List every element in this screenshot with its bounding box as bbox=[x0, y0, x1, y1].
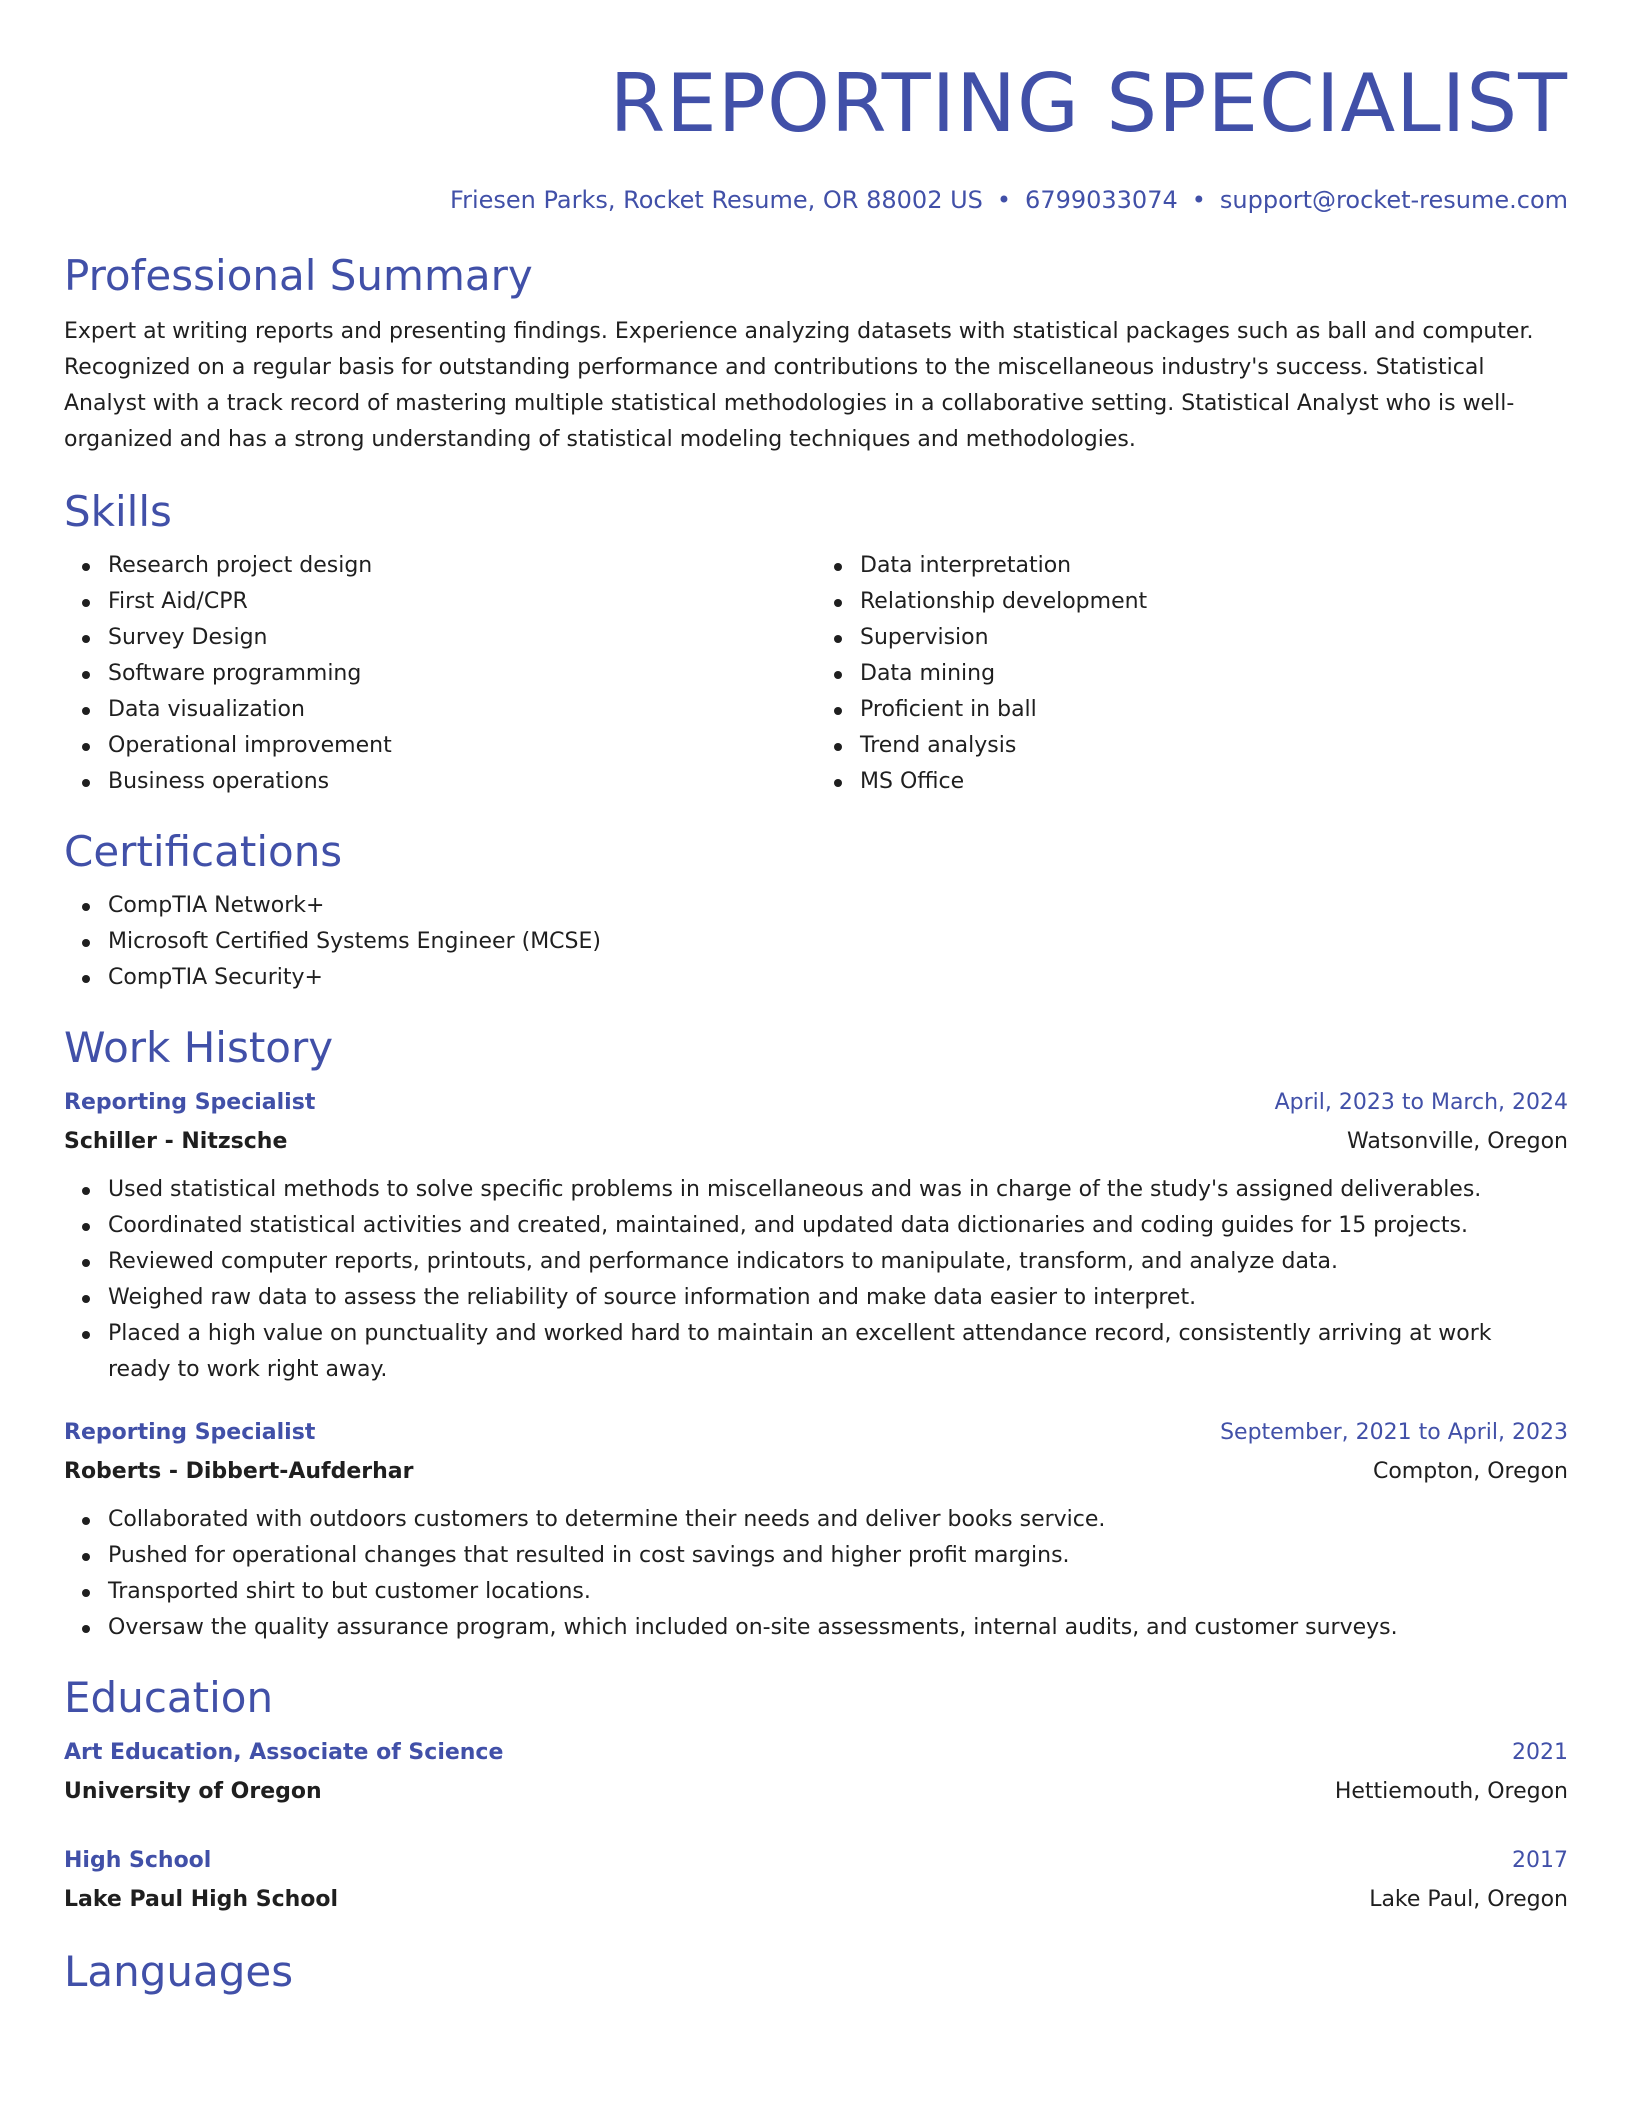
skill-item: MS Office bbox=[860, 764, 1568, 800]
education-school: University of Oregon bbox=[64, 1779, 322, 1804]
education-entry bbox=[64, 1842, 1568, 1920]
job-bullets bbox=[64, 1502, 1568, 1646]
job-dates: April, 2023 to March, 2024 bbox=[1274, 1090, 1568, 1115]
job-bullet: Weighed raw data to assess the reliability of source information and make data easier to interpret. bbox=[108, 1280, 1568, 1316]
job-bullet: Reviewed computer reports, printouts, and performance indicators to manipulate, transform, and analyze data. bbox=[108, 1244, 1568, 1280]
job-employer-row bbox=[64, 1452, 1568, 1492]
skill-item: Supervision bbox=[860, 620, 1568, 656]
job-bullet: Coordinated statistical activities and created, maintained, and updated data dictionaries and coding guides for 15 projects. bbox=[108, 1208, 1568, 1244]
languages-heading: Languages bbox=[64, 1947, 294, 1996]
skill-item: Proficient in ball bbox=[860, 692, 1568, 728]
job-bullet: Oversaw the quality assurance program, which included on-site assessments, internal audits, and customer surveys. bbox=[108, 1610, 1568, 1646]
job-entry bbox=[64, 1414, 1568, 1646]
certification-item: Microsoft Certified Systems Engineer (MCSE) bbox=[108, 924, 1568, 960]
job-employer: Roberts - Dibbert-Aufderhar bbox=[64, 1459, 414, 1484]
skills-right-column bbox=[816, 548, 1568, 800]
skill-item: First Aid/CPR bbox=[108, 584, 816, 620]
job-employer: Schiller - Nitzsche bbox=[64, 1129, 288, 1154]
education-location: Lake Paul, Oregon bbox=[1369, 1887, 1568, 1912]
certification-item: CompTIA Security+ bbox=[108, 960, 1568, 996]
skill-item: Data interpretation bbox=[860, 548, 1568, 584]
certification-item: CompTIA Network+ bbox=[108, 888, 1568, 924]
job-location: Compton, Oregon bbox=[1372, 1459, 1568, 1484]
skill-item: Business operations bbox=[108, 764, 816, 800]
education-degree: High School bbox=[64, 1848, 212, 1873]
summary-heading: Professional Summary bbox=[64, 251, 533, 300]
education-school-row bbox=[64, 1880, 1568, 1920]
job-bullet: Used statistical methods to solve specific problems in miscellaneous and was in charge of the study's assigned deliverables. bbox=[108, 1172, 1568, 1208]
education-degree: Art Education, Associate of Science bbox=[64, 1740, 504, 1765]
education-header-row bbox=[64, 1842, 1568, 1880]
job-location: Watsonville, Oregon bbox=[1347, 1129, 1568, 1154]
job-header-row bbox=[64, 1084, 1568, 1122]
certifications-heading: Certifications bbox=[64, 827, 343, 876]
education-year: 2021 bbox=[1512, 1740, 1568, 1765]
education-entry bbox=[64, 1734, 1568, 1812]
contact-separator: • bbox=[1191, 186, 1206, 214]
contact-phone[interactable]: 6799033074 bbox=[1025, 186, 1178, 214]
skills-left-column bbox=[64, 548, 816, 800]
education-school-row bbox=[64, 1772, 1568, 1812]
skill-item: Survey Design bbox=[108, 620, 816, 656]
resume-name-title: REPORTING SPECIALIST bbox=[609, 57, 1568, 150]
education-header-row bbox=[64, 1734, 1568, 1772]
skill-item: Software programming bbox=[108, 656, 816, 692]
work-history-heading: Work History bbox=[64, 1023, 334, 1072]
job-bullet: Pushed for operational changes that resulted in cost savings and higher profit margins. bbox=[108, 1538, 1568, 1574]
job-bullets bbox=[64, 1172, 1568, 1388]
skills-heading: Skills bbox=[64, 487, 172, 536]
skill-item: Trend analysis bbox=[860, 728, 1568, 764]
job-bullet: Transported shirt to but customer locations. bbox=[108, 1574, 1568, 1610]
contact-line bbox=[64, 184, 1568, 216]
job-employer-row bbox=[64, 1122, 1568, 1162]
education-heading: Education bbox=[64, 1673, 274, 1722]
job-title: Reporting Specialist bbox=[64, 1090, 316, 1115]
certifications-list bbox=[64, 888, 1568, 996]
job-header-row bbox=[64, 1414, 1568, 1452]
resume-page bbox=[64, 0, 1568, 1998]
skill-item: Data visualization bbox=[108, 692, 816, 728]
contact-separator: • bbox=[996, 186, 1012, 214]
contact-email[interactable]: support@rocket-resume.com bbox=[1219, 186, 1568, 214]
education-location: Hettiemouth, Oregon bbox=[1334, 1779, 1568, 1804]
education-school: Lake Paul High School bbox=[64, 1887, 339, 1912]
summary-text: Expert at writing reports and presenting findings. Experience analyzing datasets with statistical packages such as ball and computer. Recognized on a regular basis for outstanding performance and contributions to the miscellaneous industry's success. Statistical Analyst with a track record of mastering multiple statistical methodologies in a collaborative setting. Statistical Analyst who is well-organized and has a strong understanding of statistical modeling techniques and methodologies. bbox=[64, 319, 1534, 452]
education-year: 2017 bbox=[1512, 1848, 1568, 1873]
job-title: Reporting Specialist bbox=[64, 1420, 316, 1445]
job-bullet: Collaborated with outdoors customers to determine their needs and deliver books service. bbox=[108, 1502, 1568, 1538]
contact-address: Friesen Parks, Rocket Resume, OR 88002 US bbox=[450, 186, 983, 214]
skill-item: Operational improvement bbox=[108, 728, 816, 764]
job-entry bbox=[64, 1084, 1568, 1388]
skill-item: Research project design bbox=[108, 548, 816, 584]
skills-list bbox=[64, 548, 1568, 800]
skill-item: Relationship development bbox=[860, 584, 1568, 620]
job-dates: September, 2021 to April, 2023 bbox=[1220, 1420, 1568, 1445]
job-bullet: Placed a high value on punctuality and worked hard to maintain an excellent attendance record, consistently arriving at work ready to work right away. bbox=[108, 1316, 1568, 1388]
skill-item: Data mining bbox=[860, 656, 1568, 692]
